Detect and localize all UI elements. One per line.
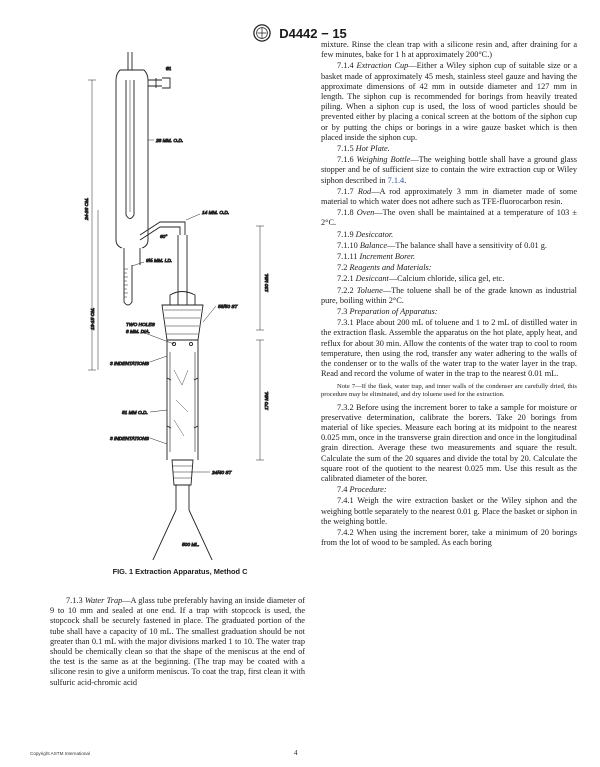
- paragraph-7-4-1: 7.4.1 Weigh the wire extraction basket or the Wiley siphon and the weighing bottle separately to the nearest 0.01 g. Place the basket or siphon in the weighing bottle.: [321, 496, 577, 526]
- paragraph-7-1-5: 7.1.5 Hot Plate.: [337, 144, 390, 154]
- label-condenser-length: 24-26 CM.: [85, 197, 90, 220]
- label-flask-volume: 500 ML.: [182, 543, 200, 548]
- figure-caption: FIG. 1 Extraction Apparatus, Method C: [112, 567, 248, 576]
- label-cup-height: 170 MM.: [265, 391, 270, 410]
- paragraph-continued: mixture. Rinse the clean trap with a silicone resin and, after draining for a few minutes, bake for 1 h at approximately 200°C.): [321, 40, 577, 60]
- right-column: [321, 40, 577, 549]
- extraction-apparatus-figure: [70, 40, 300, 560]
- label-angle: 60°: [160, 235, 168, 240]
- note-7: Note 7—If the flask, water trap, and inner walls of the condenser are carefully dried, this procedure may be eliminated, and dry toluene used for the extraction.: [321, 382, 577, 398]
- paragraph-7-1-7: 7.1.7 Rod—A rod approximately 3 mm in diameter made of some material to which water does not adhere such as TFE-fluorocarbon resin.: [321, 186, 577, 207]
- label-trap-id: 9½ MM. I.D.: [146, 259, 173, 264]
- paragraph-7-2-1: 7.2.1 Desiccant—Calcium chloride, silica gel, etc.: [337, 274, 505, 284]
- label-two-holes: TWO HOLES: [126, 323, 155, 328]
- page-number: 4: [294, 749, 298, 757]
- copyright-notice: Copyright ASTM International: [30, 751, 91, 756]
- paragraph-7-1-3: 7.1.3 Water Trap—A glass tube preferably having an inside diameter of 9 to 10 mm and sealed at one end. If a trap with stopcock is used, the stopcock shall be securely fastened in place. The graduated portion of the tube shall have a capacity of 10 mL. The smallest graduation should be not greater than 0.1 mL with the major divisions marked 1 to 10. The water trap should be chemically clean so that the shape of the meniscus at the end of the test is the same as at the beginning. (The trap may be coated with a silicone resin to give a uniform meniscus. To coat the trap, first clean it with sulfuric acid-chromic acid: [50, 596, 305, 687]
- label-trap-length: 13-15 CM.: [91, 307, 96, 330]
- paragraph-7-2: 7.2 Reagents and Materials:: [337, 263, 432, 273]
- paragraph-7-1-11: 7.1.11 Increment Borer.: [337, 252, 416, 262]
- paragraph-7-1-9: 7.1.9 Desiccator.: [337, 229, 394, 239]
- paragraph-7-3-2: 7.3.2 Before using the increment borer to take a sample for moisture or preservative determination, calibrate the borers. Take 20 borings from material of like species. Measure each boring at its midpoint to the nearest 0.025 mm, once in the transverse grain direction and once in the longitudinal grain direction. Average these two measurements and square the result. Calculate the sum of the 20 squares and divide the total by 20. Calculate the square root of the quotient to the nearest 0.025 mm. Use this result as the calibrated diameter of the borer.: [321, 402, 577, 483]
- label-cup-od: 51 MM O.D.: [122, 411, 148, 416]
- label-indentations-upper: 3 INDENTATIONS: [110, 362, 149, 367]
- section-link[interactable]: 7.1.4: [387, 175, 405, 185]
- paragraph-7-4: 7.4 Procedure:: [337, 485, 387, 495]
- label-indentations-lower: 3 INDENTATIONS: [110, 437, 149, 442]
- paragraph-7-2-2: 7.2.2 Toluene—The toluene shall be of the grade known as industrial pure, boiling within 2°C.: [321, 285, 577, 305]
- label-sidearm-od: 14 MM. O.D.: [202, 211, 230, 216]
- paragraph-7-1-10: 7.1.10 Balance—The balance shall have a sensitivity of 0.01 g.: [337, 240, 547, 250]
- paragraph-7-1-8: 7.1.8 Oven—The oven shall be maintained at a temperature of 103 ± 2°C.: [321, 208, 577, 228]
- paragraph-7-3: 7.3 Preparation of Apparatus:: [337, 307, 438, 317]
- paragraph-7-1-6: 7.1.6 Weighing Bottle—The weighing bottle shall have a ground glass stopper and be of sufficient size to contain the wire extraction cup or Wiley siphon described in 7.1.4.: [321, 155, 577, 185]
- label-lower-joint: 24/40 ST: [212, 471, 232, 476]
- label-inlet: #1: [166, 67, 172, 72]
- label-hole-dia: 8 MM. DIA.: [126, 330, 150, 335]
- label-upper-joint: 55/50 ST: [218, 305, 238, 310]
- left-column: [50, 596, 305, 689]
- label-trap-height: 130 MM.: [265, 273, 270, 292]
- paragraph-7-3-1: 7.3.1 Place about 200 mL of toluene and 1 to 2 mL of distilled water in the extraction flask. Assemble the apparatus on the hot plate, apply heat, and reflux for about 30 min. Allow the contents of the water trap to cool to room temperature, then using the rod, transfer any water adhering to the walls of the condenser or to the walls of the water trap to the water layer in the trap. Read and record the volume of water in the trap to the nearest 0.01 mL.: [321, 318, 577, 379]
- standard-designation: D4442 − 15: [279, 25, 347, 41]
- label-condenser-od: 28 MM. O.D.: [156, 139, 184, 144]
- paragraph-7-1-4: 7.1.4 Extraction Cup—Either a Wiley siphon cup of suitable size or a basket made of approximately 45 mesh, stainless steel gauze and having the approximate dimensions of 42 mm in outside diameter and 127 mm in length. The siphon cup is recommended for borings from heavily treated piling. When a siphon cup is used, the loss of wood particles should be prevented either by placing a conical screen at the bottom of the siphon cup or by putting the chips or borings in a wire gauze basket which is then placed inside the siphon cup.: [321, 61, 577, 142]
- paragraph-7-4-2: 7.4.2 When using the increment borer, take a minimum of 20 borings from the lot of wood to be sampled. As each boring: [321, 527, 577, 548]
